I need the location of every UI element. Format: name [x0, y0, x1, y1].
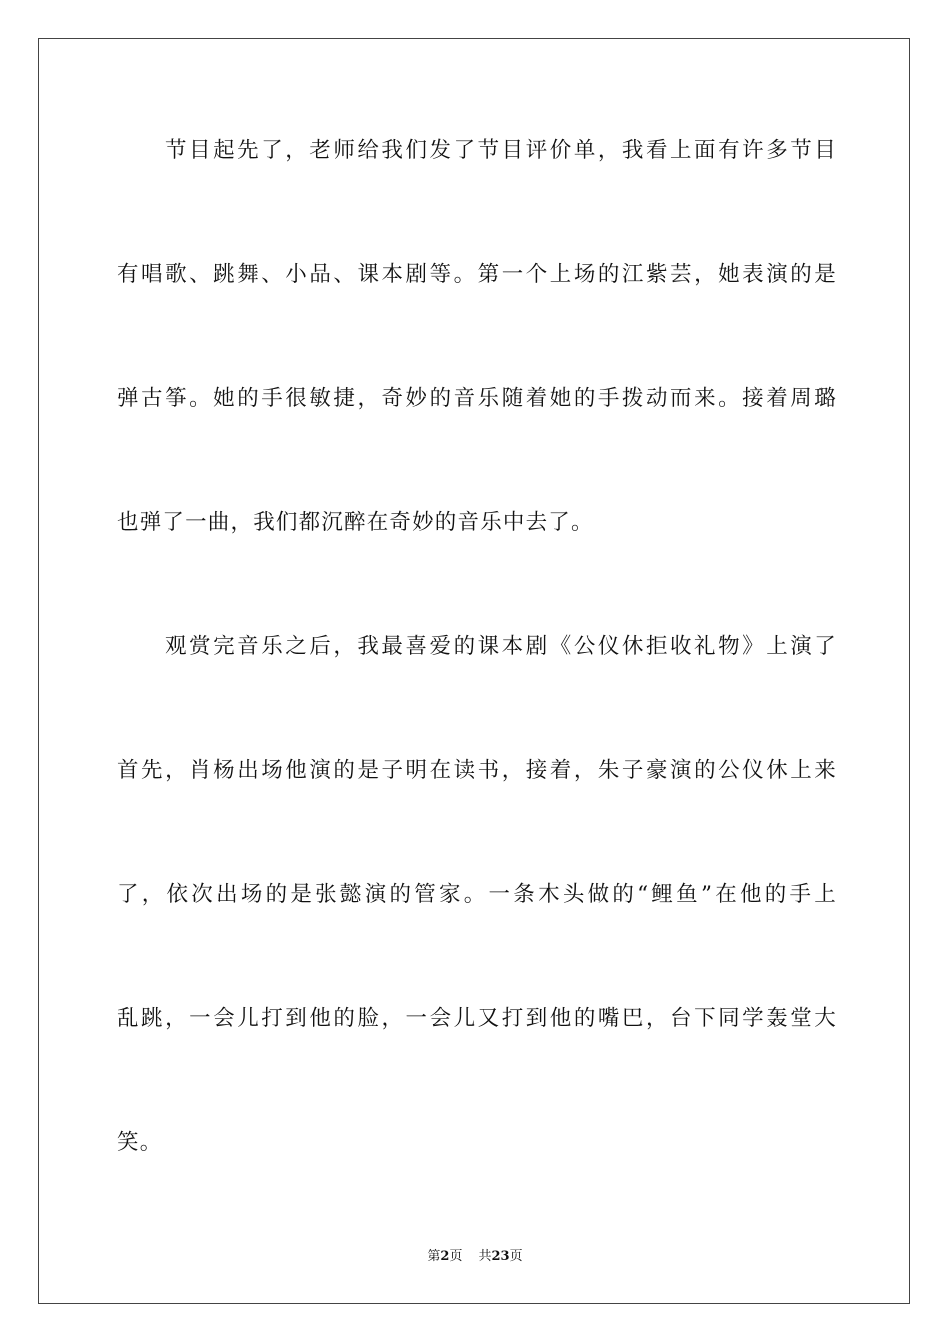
- footer-total-pages: 23: [491, 1249, 510, 1264]
- paragraph-2-line-3: 了，依次出场的是张懿演的管家。一条木头做的“鲤鱼”在他的手上: [117, 882, 837, 907]
- page-border: [38, 38, 910, 1304]
- paragraph-2-line-2: 首先，肖杨出场他演的是子明在读书，接着，朱子豪演的公仪休上来: [117, 758, 837, 783]
- footer-total-prefix: 共: [478, 1249, 492, 1264]
- paragraph-1-line-3: 弹古筝。她的手很敏捷，奇妙的音乐随着她的手拨动而来。接着周璐: [117, 386, 837, 411]
- paragraph-2-line-5: 笑。: [117, 1130, 163, 1155]
- footer-page-suffix: 页: [449, 1249, 463, 1264]
- footer-page-number: 2: [440, 1249, 450, 1264]
- paragraph-2-line-4: 乱跳，一会儿打到他的脸，一会儿又打到他的嘴巴，台下同学轰堂大: [117, 1006, 837, 1031]
- footer-total-suffix: 页: [509, 1249, 523, 1264]
- paragraph-1-line-4: 也弹了一曲，我们都沉醉在奇妙的音乐中去了。: [117, 510, 594, 535]
- paragraph-2-line-1: 观赏完音乐之后，我最喜爱的课本剧《公仪休拒收礼物》上演了: [165, 634, 837, 659]
- paragraph-1-line-2: 有唱歌、跳舞、小品、课本剧等。第一个上场的江紫芸，她表演的是: [117, 262, 837, 287]
- page-footer: [0, 1249, 950, 1265]
- footer-page-prefix: 第: [427, 1249, 441, 1264]
- paragraph-1-line-1: 节目起先了，老师给我们发了节目评价单，我看上面有许多节目: [165, 138, 837, 163]
